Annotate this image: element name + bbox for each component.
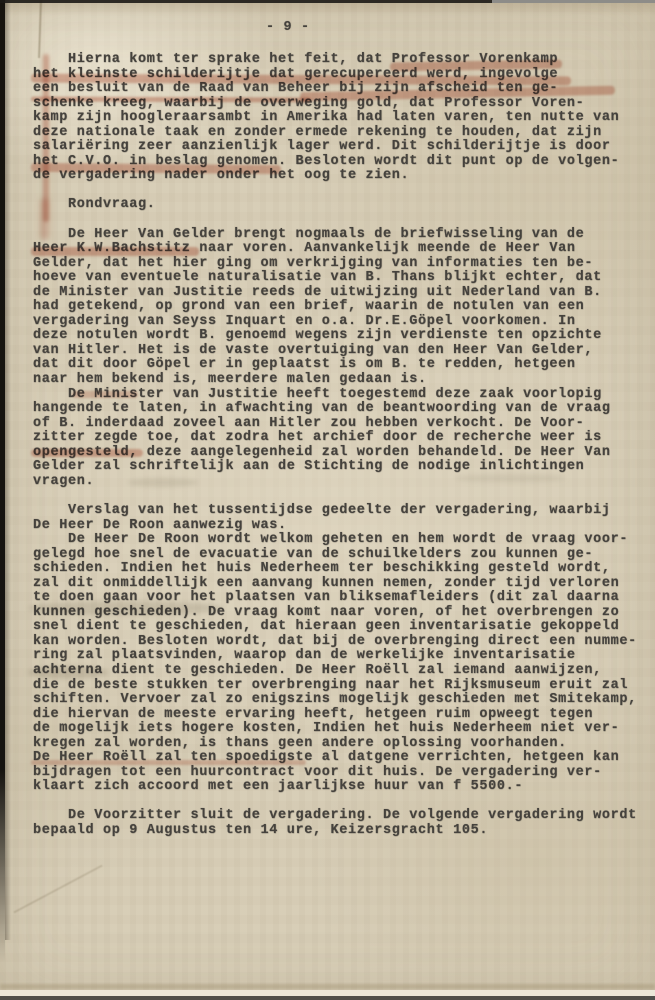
text-line: te doen gaan voor het plaatsen van bliksemafleiders (dit zal daarna	[33, 590, 620, 606]
text-line: salariëring zeer aanzienlijk lager werd. Dit schilderijtje is door	[33, 139, 611, 155]
text-line: kan worden. Besloten wordt, dat bij de overbrenging direct een numme-	[33, 633, 637, 649]
text-line: deze notulen wordt B. genoemd wegens zijn verdienste ten opzichte	[33, 328, 602, 344]
text-line: schiften. Vervoer zal zo enigszins mogelijk geschieden met Smitekamp,	[33, 692, 637, 708]
text-line	[33, 213, 648, 228]
text-line: de vergadering nader onder het oog te zien.	[33, 168, 410, 184]
text-line: bijdragen tot een huurcontract voor dit huis. De vergadering ver-	[33, 764, 602, 780]
text-line: De Heer Van Gelder brengt nogmaals de briefwisseling van de	[33, 226, 585, 242]
text-line: De Heer De Roon wordt welkom geheten en hem wordt de vraag voor-	[33, 532, 629, 548]
text-line: bepaald op 9 Augustus ten 14 ure, Keizersgracht 105.	[33, 822, 489, 838]
text-line: ring zal plaatsvinden, waarop dan de werkelijke inventarisatie	[33, 648, 576, 664]
text-line: zal dit onmiddellijk een aanvang kunnen nemen, zonder tijd verloren	[33, 575, 620, 591]
text-line: het C.V.O. in beslag genomen. Besloten wordt dit punt op de volgen-	[33, 153, 620, 169]
text-line: een besluit van de Raad van Beheer bij zijn afscheid ten ge-	[33, 81, 559, 97]
text-line: de Minister van Justitie reeds de uitwijzing uit Nederland van B.	[33, 284, 602, 300]
text-line: achterna dient te geschieden. De Heer Roëll zal iemand aanwijzen,	[33, 662, 602, 678]
text-line: schenke kreeg, waarbij de overweging gold, dat Professor Voren-	[33, 95, 585, 111]
crease-line	[13, 865, 102, 914]
text-line: opengesteld, deze aangelegenheid zal worden behandeld. De Heer Van	[33, 444, 611, 460]
text-line: gelegd hoe snel de evacuatie van de schuilkelders zou kunnen ge-	[33, 546, 594, 562]
text-block	[33, 53, 648, 839]
text-line: of B. inderdaad zoveel aan Hitler zou hebben verkocht. De Voor-	[33, 415, 585, 431]
text-line: die de beste stukken ter overbrenging naar het Rijksmuseum eruit zal	[33, 677, 629, 693]
text-line: vragen.	[33, 473, 95, 489]
scan-top-edge-light	[492, 0, 655, 3]
page-number: - 9 -	[266, 20, 310, 35]
text-line: die hiervan de meeste ervaring heeft, hetgeen ruim opweegt tegen	[33, 706, 594, 722]
text-line: schieden. Indien het huis Nederheem ter beschikking gesteld wordt,	[33, 561, 611, 577]
scan-bottom-bar	[0, 996, 655, 1000]
text-line: De Heer De Roon aanwezig was.	[33, 517, 287, 533]
text-line: Gelder zal schriftelijk aan de Stichting de nodige inlichtingen	[33, 459, 585, 475]
text-line: kunnen geschieden). De vraag komt naar voren, of het overbrengen zo	[33, 604, 620, 620]
text-line: het kleinste schilderijtje dat gerecupereerd werd, ingevolge	[33, 66, 559, 82]
text-line: had getekend, op grond van een brief, waarin de notulen van een	[33, 299, 585, 315]
paper-bottom-crease	[0, 984, 655, 989]
text-line: De Minister van Justitie heeft toegestemd deze zaak voorlopig	[33, 386, 602, 402]
text-line: hangende te laten, in afwachting van de beantwoording van de vraag	[33, 401, 611, 417]
text-line: deze nationale taak en zonder ermede rekening te houden, dat zijn	[33, 124, 602, 140]
text-line: Verslag van het tussentijdse gedeelte der vergadering, waarbij	[33, 502, 611, 518]
text-line: Gelder, dat het hier ging om verkrijging van informaties ten be-	[33, 255, 594, 271]
text-line: klaart zich accoord met een jaarlijkse huur van f 5500.-	[33, 779, 524, 795]
text-line: de mogelijk iets hogere kosten, Indien het huis Nederheem niet ver-	[33, 721, 620, 737]
text-line: vergadering van Seyss Inquart en o.a. Dr.E.Göpel voorkomen. In	[33, 313, 576, 329]
text-line: Rondvraag.	[33, 197, 156, 213]
scan-top-edge	[0, 0, 492, 3]
text-line: De Voorzitter sluit de vergadering. De volgende vergadering wordt	[33, 808, 637, 824]
text-line: naar hem bekend is, meerdere malen gedaan is.	[33, 372, 427, 388]
text-line: De Heer Roëll zal ten spoedigste al datgene verrichten, hetgeen kan	[33, 750, 620, 766]
crease-line	[38, 0, 42, 58]
text-line	[33, 489, 648, 504]
text-line: Heer K.W.Bachstitz naar voren. Aanvankelijk meende de Heer Van	[33, 241, 576, 257]
text-line: hoeve van eventuele naturalisatie van B. Thans blijkt echter, dat	[33, 270, 602, 286]
text-line: dat dit door Göpel er in geplaatst is om B. te redden, hetgeen	[33, 357, 576, 373]
text-line: snel dient te geschieden, dat hieraan geen inventarisatie gekoppeld	[33, 619, 620, 635]
text-line: kregen zal worden, is thans geen andere oplossing voorhanden.	[33, 735, 567, 751]
text-line: Hierna komt ter sprake het feit, dat Professor Vorenkamp	[33, 52, 559, 67]
text-line: van Hitler. Het is de vaste overtuiging van den Heer Van Gelder,	[33, 342, 594, 358]
text-line: zitter zegde toe, dat zodra het archief door de recherche weer is	[33, 430, 602, 446]
scan-left-edge-shadow	[5, 0, 11, 940]
text-line: kamp zijn hoogleraarsambt in Amerika had laten varen, ten nutte van	[33, 110, 620, 126]
